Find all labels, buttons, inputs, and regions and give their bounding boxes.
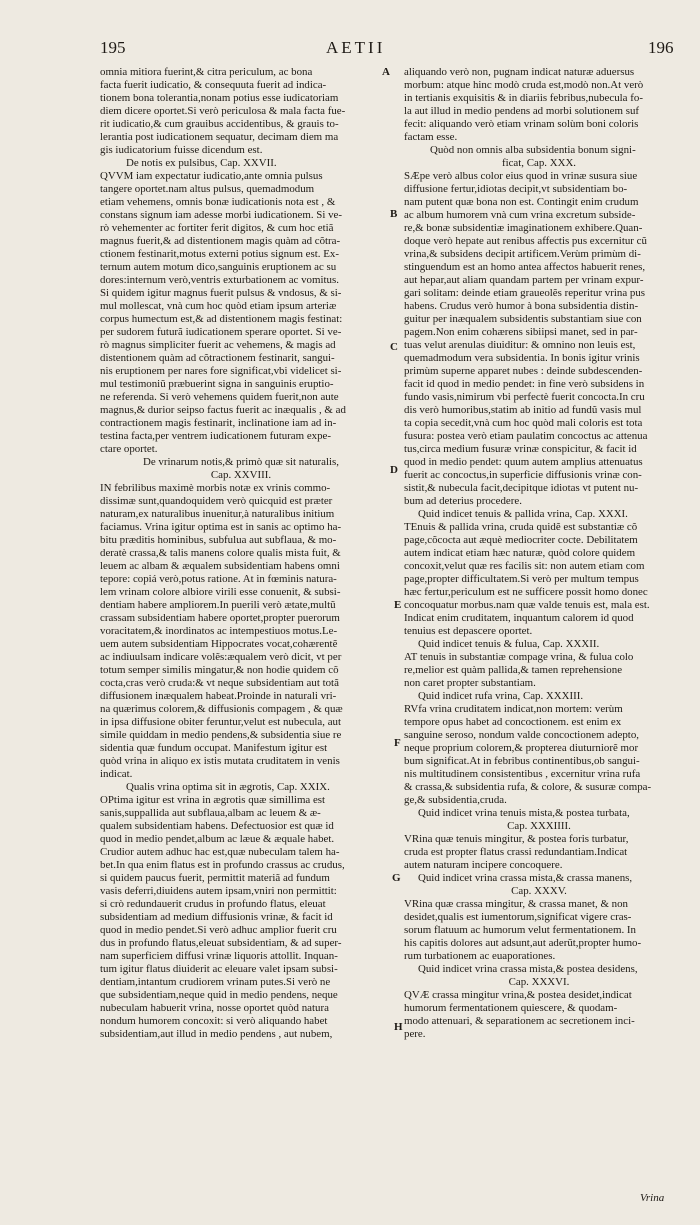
text-line: quod in medio pendet.Si verò adhuc amplior fuerit cru — [100, 924, 337, 936]
text-line: contractionem magis festinarit, inclinatione iam ad in- — [100, 417, 337, 429]
text-line: si quidem paucus fuerit, permittit materiã ad fundum — [100, 872, 330, 884]
text-line: stinguendum est an homo antea affectos habuerit renes, — [404, 261, 646, 273]
text-line: QVVM iam expectatur iudicatio,ante omnia pulsus — [100, 170, 323, 182]
text-line: bum significat.At in febribus continentibus,ob sangui- — [404, 755, 640, 767]
text-line: tenuius est depascere oportet. — [404, 625, 533, 637]
text-line: morbum: atque hinc modò cruda est,modò non.At verò — [404, 79, 644, 91]
text-line: nam superficiem diffusi vrinæ liquoris attollit. Inquan- — [100, 950, 338, 962]
text-line: guitur per inæqualem subsidentis substantiam siue con — [404, 313, 642, 325]
text-line: vasis deferri,diuidens autem ipsam,vniri non permittit: — [100, 885, 337, 897]
text-line: quòd vrina in aliquo ex istis mutata cruditatem in venis — [100, 755, 340, 767]
text-line: quemadmodum vera subsidentia. In bonis igitur vrinis — [404, 352, 640, 364]
text-line: re,& bonæ subsidentiæ imaginationem exhibere.Quan- — [404, 222, 643, 234]
text-line: pagem.Non enim cohærens sibiipsi manet, sed in par- — [404, 326, 638, 338]
text-line: pere. — [404, 1028, 426, 1040]
text-line: aliquando verò non, pugnam indicat naturæ aduersus — [404, 66, 635, 78]
text-line: habens. Crudus verò humor à bona subsidentia distin- — [404, 300, 639, 312]
text-line: deratè crassa,& talis manens colore qualis mista fuit, & — [100, 547, 341, 559]
text-line: neque proprium colorem,& propterea diuturniorẽ mor — [404, 742, 639, 754]
text-line: fecit: aliquando verò etiam vrinam solùm boni coloris — [404, 118, 639, 130]
text-line: concoxit,velut quæ res facilis sit: non autem etiam com — [404, 560, 645, 572]
text-line: in tertianis exquisitis & in diariis febribus,nubecula fo- — [404, 92, 643, 104]
chapter-heading-line: ficat, Cap. XXX. — [501, 157, 577, 169]
text-line: subsidentiam ad medium diffusionis vrinæ, & facit id — [100, 911, 333, 923]
text-line: sorum flatuum ac humorum velut fermentationem. In — [404, 924, 636, 936]
text-line: his capitis dolores aut adsunt,aut aderũt,propter humo- — [404, 937, 642, 949]
text-line: cocta,cras verò cruda:& vt neque subsidentiam aut totã — [100, 677, 339, 689]
text-line: ctionem festinarit,motus externi potius signum est. Ex- — [100, 248, 339, 260]
text-line: in ipsa diffusione obiter feruntur,velut est nubecula, aut — [100, 716, 342, 728]
text-line: magnus fuerit,& ad distentionem magis quàm ad cõtra- — [100, 235, 341, 247]
text-line: magnus,& durior seipso factus fuerit ac inæqualis , & ad — [100, 404, 346, 416]
text-line: naturam,ex naturalibus inuenitur,à naturalibus initium — [100, 508, 335, 520]
text-line: sistit,& nubecula facit,decipitque idiotas vt putent nu- — [404, 482, 639, 494]
text-line: totum semper similis mingatur,& non hodie quidem cõ — [100, 664, 339, 676]
text-line: gari solitam: deinde etiam graueolẽs reperitur vrina pus — [404, 287, 646, 299]
text-line: gis iudicatorium fuisse dicendum est. — [100, 144, 263, 156]
text-line: fusura: postea verò etiam paulatim concoctus ac attenua — [404, 430, 648, 442]
text-line: diem dicere oportet.Si verò periculosa & mala facta fue- — [100, 105, 346, 117]
margin-letter-d: D — [390, 464, 398, 476]
chapter-heading-line: Quid indicet vrina crassa mista,& crassa manens, — [418, 872, 633, 884]
text-line: diffusione fertur,idiotas decipit,vt subsidentiam bo- — [404, 183, 628, 195]
text-line: indicat. — [100, 768, 133, 780]
text-line: rò vehementer ac fortiter ferit digitos, & cum hoc etiã — [100, 222, 334, 234]
text-line: tepore: copiá verò,potus ratione. At in fœminis natura- — [100, 573, 337, 585]
text-line: vrina,& subsidens decipit artificem.Verùm primùm di- — [404, 248, 641, 260]
text-line: modo attenuari, & separationem ac secretionem inci- — [404, 1015, 635, 1027]
text-line: dus in profundo flatus,eleuat subsidentiam, & ad super- — [100, 937, 342, 949]
chapter-heading-line: Quid indicet vrina tenuis mista,& postea turbata, — [418, 807, 630, 819]
chapter-heading-line: Cap. XXXVI. — [508, 976, 570, 988]
chapter-heading-line: Cap. XXXIIII. — [507, 820, 571, 832]
text-line: IN febrilibus maximè morbis notæ ex vrinis commo- — [100, 482, 331, 494]
text-line: ta copia secedit,vnà cum hoc quòd mali coloris est tota — [404, 417, 643, 429]
text-line: fuerit ac concoctus,in superficie diffusionis vrinæ con- — [404, 469, 642, 481]
text-line: omnia mitiora fuerint,& citra periculum, ac bona — [100, 66, 313, 78]
text-line: bum ad deterius procedere. — [404, 495, 522, 507]
text-line: bitu præditis hominibus, subfulua aut subflaua, & mo- — [100, 534, 337, 546]
chapter-heading-line: Quid indicet vrina crassa mista,& postea desidens, — [418, 963, 638, 975]
text-line: ctare oportet. — [100, 443, 158, 455]
text-line: simile quiddam in medio pendens,& subsidentia siue re — [100, 729, 342, 741]
text-line: VRina quæ tenuis mingitur, & postea foris turbatur, — [404, 833, 629, 845]
text-line: page,cõcocta aut æquè mediocriter cocte. Debilitatem — [404, 534, 638, 546]
text-line: humorum fermentationem quiescere, & quodam- — [404, 1002, 618, 1014]
text-line: bet.In qua enim flatus est in profundo crassus ac crudus, — [100, 859, 345, 871]
text-line: ac album humorem vnà cum vrina excretum subside- — [404, 209, 636, 221]
text-line: etiam vehemens, omnis bonæ iudicationis nota est , & — [100, 196, 336, 208]
text-line: uem autem subsidentiam Hippocrates vocat,cohærentẽ — [100, 638, 338, 650]
text-line: quod in medio pendet,album ac læue & æquale habet. — [100, 833, 335, 845]
text-line: OPtima igitur est vrina in ægrotis quæ simillima est — [100, 794, 326, 806]
text-line: rò magnus simpliciter fuerit ac vehemens, & magis ad — [100, 339, 336, 351]
text-line: mul mollescat, vnà cum hoc quòd etiam ipsum arteriæ — [100, 300, 337, 312]
left-text-column — [100, 66, 382, 1206]
text-line: non caret propter substantiam. — [404, 677, 536, 689]
text-line: diffusionem inæqualem habeat.Proinde in naturali vri- — [100, 690, 337, 702]
text-line: lerantia post iudicationem sequatur, decimam diem ma — [100, 131, 339, 143]
text-line: nam putent quæ bona non est. Contingit enim crudum — [404, 196, 639, 208]
text-line: tempore opus habet ad concoctionem. est enim ex — [404, 716, 622, 728]
text-line: dis verò humoribus,statim ab initio ad fundũ vasis mul — [404, 404, 642, 416]
text-line: facit id quod in medio pendet: in fine verò subsidens in — [404, 378, 645, 390]
text-line: Indicat enim cruditatem, inquantum calorem id quod — [404, 612, 634, 624]
text-line: subsidentiam,aut illud in medio pendens , aut nubem, — [100, 1028, 333, 1040]
text-line: factam esse. — [404, 131, 458, 143]
text-line: mul testimoniũ præbuerint signa in sanguinis eruptio- — [100, 378, 334, 390]
text-line: distentionem quàm ad cõtractionem festinarit, sangui- — [100, 352, 335, 364]
text-line: aut hepar,aut aliam quandam partem per vrinam expur- — [404, 274, 644, 286]
margin-letter-e: E — [394, 599, 402, 611]
text-line: ge,& subsidentia,cruda. — [404, 794, 507, 806]
text-line: lem vrinam colore albiore virili esse conuenit, & subsi- — [100, 586, 341, 598]
text-line: concoquatur morbus.nam quæ valde tenuis est, mala est. — [404, 599, 650, 611]
running-title: AETII — [326, 38, 386, 57]
text-line: crassam subsidentiam habere oportet,propter puerorum — [100, 612, 340, 624]
text-line: autem naturam incipere concoquere. — [404, 859, 563, 871]
text-line: tangere oportet.nam altus pulsus, quemadmodum — [100, 183, 315, 195]
text-line: fundo vasis,nimirum vbi perfectè fuerit concocta.In cru — [404, 391, 645, 403]
text-line: dissimæ sunt,quandoquidem verò quicquid est præter — [100, 495, 333, 507]
text-line: ne referenda. Si verò vehemens quidem fuerit,non aute — [100, 391, 339, 403]
text-line: & crassa,& subsidentia rufa, & colore, & susuræ compa- — [404, 781, 652, 793]
text-line: Crudior autem adhuc hac est,quæ nubeculam talem ha- — [100, 846, 340, 858]
text-line: dentiam,intantum crudiorem vrinam putes.Si verò ne — [100, 976, 331, 988]
text-line: corpus humectum est,& ad distentionem magis festinat: — [100, 313, 343, 325]
text-line: quod in medio pendet: quum autem amplius attenuatus — [404, 456, 643, 468]
text-line: ac indiuulsam indicare volẽs:æqualem verò dicit, vt per — [100, 651, 342, 663]
text-line: rum turbationem ac euaporationes. — [404, 950, 556, 962]
text-line: nis multitudinem consistentibus , excernitur vrina rufa — [404, 768, 641, 780]
right-text-column — [404, 66, 674, 1206]
text-line: si crò redundauerit crudus in profundo flatus, eleuat — [100, 898, 326, 910]
chapter-heading-line: Cap. XXVIII. — [210, 469, 272, 481]
catchword: Vrina — [640, 1192, 665, 1204]
margin-letter-a: A — [382, 66, 390, 78]
text-line: na quærimus colorem,& diffusionis compagem , & quæ — [100, 703, 343, 715]
text-line: SÆpe verò albus color eius quod in vrinæ susura siue — [404, 170, 638, 182]
text-line: nis eruptionem per nares fore significat,vbi videlicet si- — [100, 365, 342, 377]
margin-letter-b: B — [390, 208, 398, 220]
text-line: cruda est propter flatus crassi redundantiam.Indicat — [404, 846, 628, 858]
text-line: ternum autem motum dico,sanguinis eruptionem ac su — [100, 261, 337, 273]
text-line: sanguine seroso, nondum valde concoctionem adepto, — [404, 729, 639, 741]
text-line: tuas velut arenulas diuiditur: & omnino non leuis est, — [404, 339, 636, 351]
text-line: que subsidentiam,neque quid in medio pendens, neque — [100, 989, 338, 1001]
text-line: tum igitur flatus diuiderit ac eleuare valet ipsam subsi- — [100, 963, 338, 975]
text-line: qualem subsidentiam habens. Defectuosior est quæ id — [100, 820, 334, 832]
text-line: faciamus. Vrina igitur optima est in sanis ac optimo ha- — [100, 521, 342, 533]
margin-letter-g: G — [392, 872, 401, 884]
chapter-heading-line: De vrinarum notis,& primò quæ sit naturalis, — [142, 456, 339, 468]
chapter-heading-line: De notis ex pulsibus, Cap. XXVII. — [126, 157, 277, 169]
chapter-heading-line: Quid indicet rufa vrina, Cap. XXXIII. — [418, 690, 584, 702]
text-line: re,melior est quàm pallida,& tamen reprehensione — [404, 664, 623, 676]
margin-letter-h: H — [394, 1021, 403, 1033]
page-number-right: 196 — [648, 38, 674, 57]
text-line: VRina quæ crassa mingitur, & crassa manet, & non — [404, 898, 628, 910]
chapter-heading-line: Quid indicet tenuis & fulua, Cap. XXXII. — [418, 638, 600, 650]
text-line: Si quidem igitur magnus fuerit pulsus & vndosus, & si- — [100, 287, 342, 299]
text-line: la aut illud in medio pendens ad morbi solutionem suf — [404, 105, 640, 117]
text-line: testina facta,per ventrem iudicationem futuram expe- — [100, 430, 332, 442]
chapter-heading-line: Qualis vrina optima sit in ægrotis, Cap. XXIX. — [126, 781, 330, 793]
text-line: AT tenuis in substantiæ compage vrina, & fulua colo — [404, 651, 634, 663]
text-line: RVfa vrina cruditatem indicat,non mortem: verùm — [404, 703, 623, 715]
text-line: primùm superne apparet nubes : deinde subdescenden- — [404, 365, 643, 377]
text-line: nondum humorem concoxit: si verò aliquando habet — [100, 1015, 328, 1027]
text-line: tionem bona tolerantia,nonam potius esse iudicatoriam — [100, 92, 339, 104]
margin-letter-c: C — [390, 341, 398, 353]
text-line: doque verò hepate aut renibus affectis pus excernitur cũ — [404, 235, 647, 247]
text-line: facta fuerit iudicatio, & consequuta fuerit ad indica- — [100, 79, 327, 91]
text-line: dentiam habere ampliorem.In puerili verò ætate,multũ — [100, 599, 336, 611]
text-line: constans signum iam adesse morbi iudicationem. Si ve- — [100, 209, 342, 221]
text-line: voracitatem,& inordinatos ac intempestiuos motus.Le- — [100, 625, 338, 637]
text-line: tus,circa medium fusuræ vrinæ conspicitur, & facit id — [404, 443, 637, 455]
text-line: TEnuis & pallida vrina, cruda quidẽ est substantiæ cõ — [404, 521, 638, 533]
text-line: sidentia quæ fundum occupat. Manifestum igitur est — [100, 742, 328, 754]
chapter-heading-line: Quid indicet tenuis & pallida vrina, Cap. XXXI. — [418, 508, 628, 520]
text-line: nubeculam habuerit vrina, nosse oportet quòd natura — [100, 1002, 329, 1014]
text-line: leuem ac albam & æqualem subsidentiam habens omni — [100, 560, 340, 572]
text-line: autem indicat etiam hæc naturæ, quòd colore quidem — [404, 547, 636, 559]
text-line: QVÆ crassa mingitur vrina,& postea desidet,indicat — [404, 989, 632, 1001]
text-line: dores:internum verò,ventris exturbationem ac vomitus. — [100, 274, 339, 286]
text-line: rit iudicatio,& cum grauibus accidentibus, & grauis to- — [100, 118, 339, 130]
chapter-heading-line: Cap. XXXV. — [511, 885, 567, 897]
chapter-heading-line: Quòd non omnis alba subsidentia bonum signi- — [430, 144, 636, 156]
page-number-left: 195 — [100, 38, 126, 57]
text-line: per sudorem futurã iudicationem sperare oportet. Si ve- — [100, 326, 342, 338]
text-line: page,propter difficultatem.Si verò per multum tempus — [404, 573, 639, 585]
text-line: sanis,suppallida aut subflaua,albam ac leuem & æ- — [100, 807, 321, 819]
text-line: hæc fertur,periculum est ne sufficere possit homo donec — [404, 586, 648, 598]
margin-letter-f: F — [394, 737, 401, 749]
text-line: desidet,qualis est iumentorum,significat vigere cras- — [404, 911, 632, 923]
